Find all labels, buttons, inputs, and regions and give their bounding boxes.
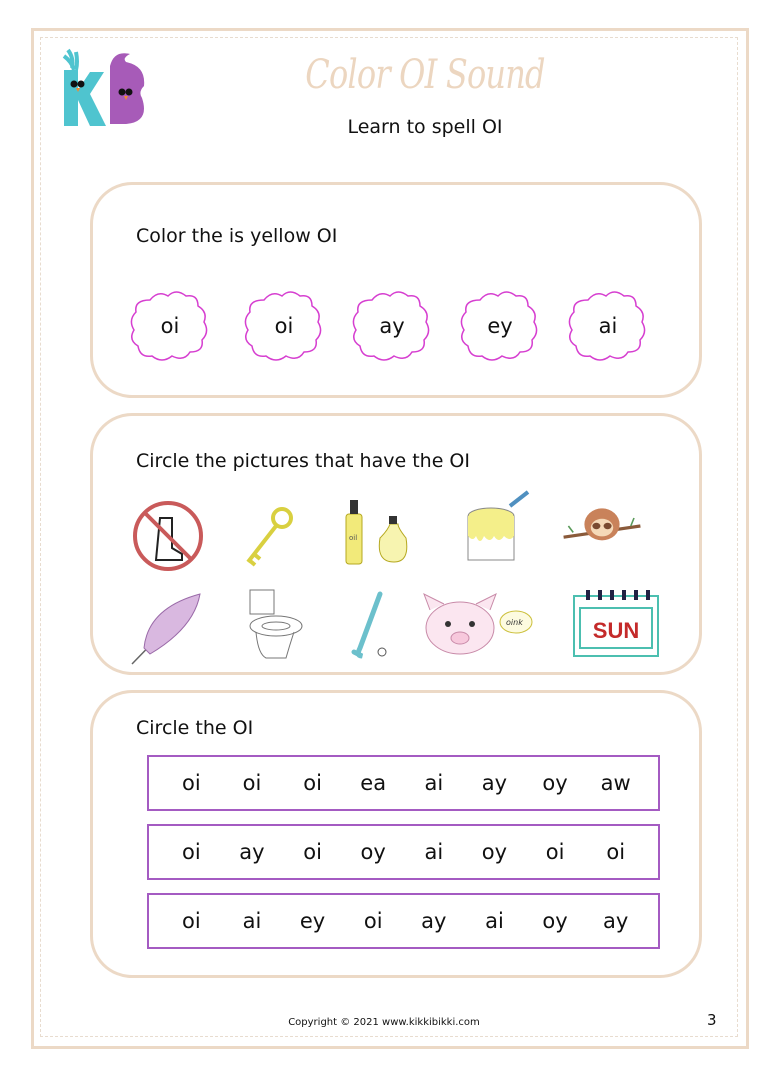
letter-pair[interactable]: oi [181,909,201,933]
letter-pair[interactable]: ey [299,909,326,933]
letter-pair[interactable]: oi [363,909,383,933]
calendar-picture[interactable] [570,584,662,664]
oil-bottles-picture[interactable] [336,494,416,574]
page-title: Color OI Sound [305,52,545,98]
toilet-picture[interactable] [236,584,316,664]
letter-pair[interactable]: oi [242,771,262,795]
letter-pair[interactable]: ay [481,771,508,795]
paint-can-picture[interactable] [456,490,536,570]
circle-oi-section [90,690,702,978]
key-picture[interactable] [236,500,316,580]
section-instruction: Circle the OI [136,717,254,739]
pig-speech-text: oink [506,618,523,627]
cloud-word[interactable] [244,286,324,366]
section-instruction: Color the is yellow OI [136,225,338,247]
letter-row [147,893,660,949]
copyright: Copyright © 2021 www.kikkibikki.com [288,1017,480,1028]
letter-pair[interactable]: ea [360,771,387,795]
letter-pair[interactable]: oi [303,840,322,864]
letter-pair[interactable]: ai [242,909,262,933]
cloud-label: ay [379,314,405,338]
sloth-picture[interactable] [562,494,642,574]
letter-pair[interactable]: aw [600,771,631,795]
letter-pair[interactable]: oy [481,840,508,864]
hockey-stick-picture[interactable] [336,590,416,670]
letter-pair[interactable]: ay [603,909,629,933]
letter-pair[interactable]: oi [303,771,322,795]
feather-picture[interactable] [128,588,208,668]
section-instruction: Circle the pictures that have the OI [136,450,470,472]
pig-picture[interactable] [418,588,538,668]
calendar-text: SUN [592,618,640,643]
letter-pair[interactable]: ai [424,771,444,795]
page-subtitle: Learn to spell OI [347,116,503,138]
cloud-label: oi [274,314,294,338]
cloud-word[interactable] [568,286,648,366]
letter-pair[interactable]: oi [181,771,201,795]
letter-pair[interactable]: oy [542,771,568,795]
letter-pair[interactable]: oy [542,909,568,933]
letter-pair[interactable]: ai [424,840,444,864]
cloud-label: ai [598,314,618,338]
cloud-word[interactable] [460,286,540,366]
cloud-label: ey [487,314,513,338]
letter-pair[interactable]: oi [545,840,565,864]
letter-row [147,755,660,811]
letter-pair[interactable]: oi [181,840,201,864]
oil-label: oil [349,534,358,542]
cloud-label: oi [160,314,180,338]
letter-row [147,824,660,880]
kikkibikki-logo [54,48,154,130]
cloud-word[interactable] [352,286,432,366]
letter-pair[interactable]: ai [485,909,504,933]
page-number: 3 [707,1011,717,1029]
letter-pair[interactable]: oy [360,840,386,864]
letter-pair[interactable]: oi [606,840,626,864]
no-boots-sign-picture[interactable] [128,496,208,576]
letter-pair[interactable]: ay [239,840,265,864]
cloud-word[interactable] [130,286,210,366]
letter-pair[interactable]: ay [421,909,447,933]
